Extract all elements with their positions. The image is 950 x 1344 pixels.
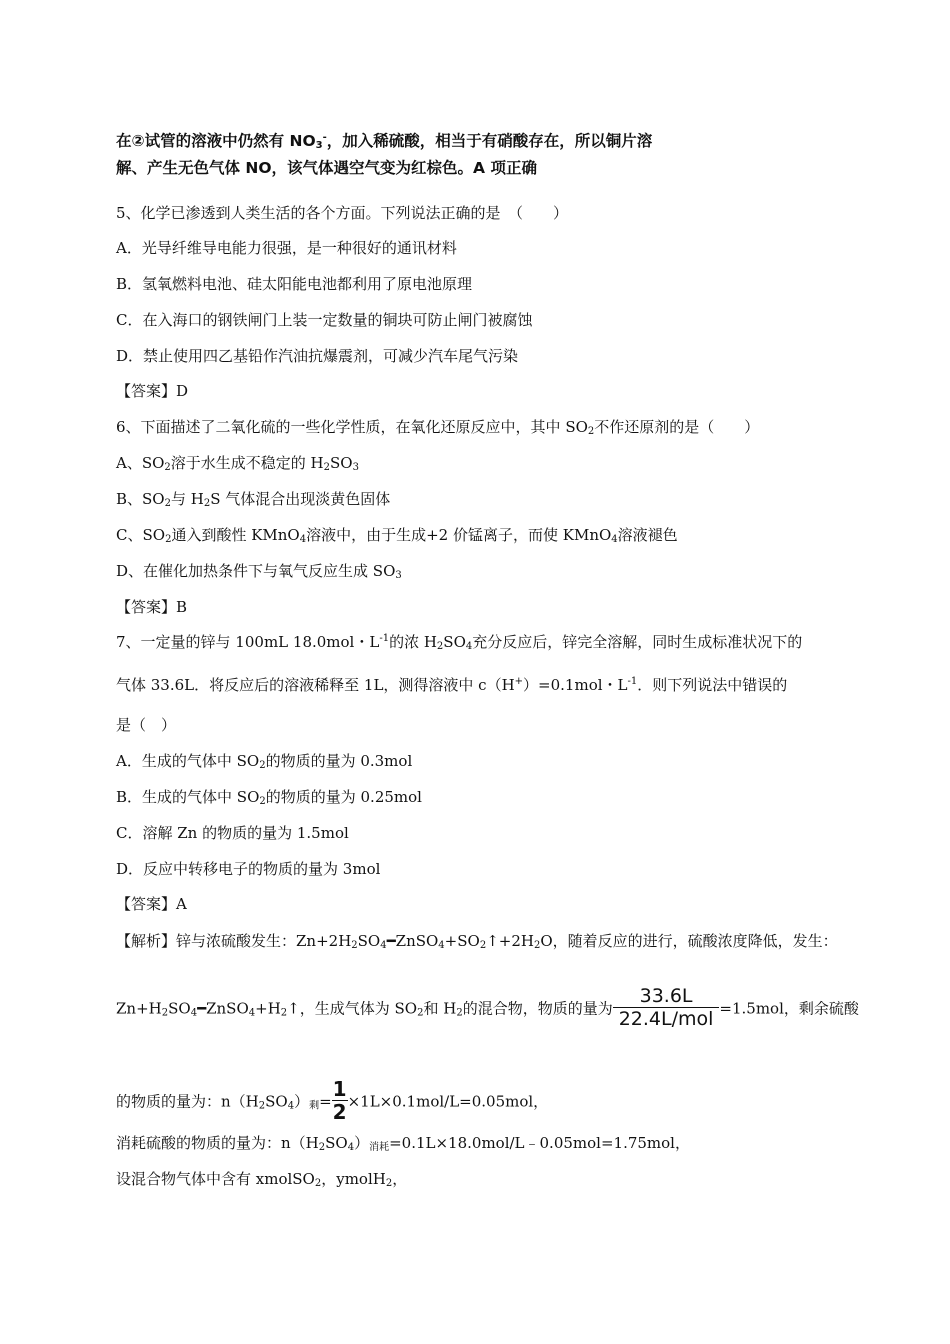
text: ，ymolH (321, 1170, 386, 1188)
text: ↑，生成气体为 SO (287, 999, 418, 1018)
text: 6、下面描述了二氧化硫的一些化学性质，在氧化还原反应中，其中 SO (116, 418, 588, 436)
text: 设混合物气体中含有 xmolSO (116, 1170, 315, 1188)
analysis-line-1 (116, 931, 838, 951)
subscript: 2 (280, 1007, 288, 1019)
text: 【解析】锌与浓硫酸发生：Zn+2H (116, 932, 352, 950)
text: ） (294, 1092, 310, 1111)
text: ZnSO (206, 999, 249, 1018)
subscript: 2 (587, 426, 595, 437)
subscript: 2 (161, 1007, 169, 1019)
fraction-numerator: 1 (332, 1077, 347, 1101)
q6-answer: 【答案】B (116, 598, 188, 616)
text: B．生成的气体中 SO (116, 788, 260, 806)
text: D、在催化加热条件下与氧气反应生成 SO (116, 562, 396, 580)
subscript: 4 (190, 1007, 198, 1019)
fraction-half (332, 1078, 348, 1123)
text: ↑+2H (486, 932, 534, 950)
text: 与 H (170, 490, 204, 508)
subscript: 3 (315, 140, 323, 151)
superscript: + (514, 676, 524, 687)
analysis-line-5 (116, 1169, 407, 1189)
q6-stem (116, 417, 759, 437)
q7-answer: 【答案】A (116, 895, 187, 913)
q5-option-a: A．光导纤维导电能力很强，是一种很好的通讯材料 (116, 239, 457, 257)
q7-option-c: C．溶解 Zn 的物质的量为 1.5mol (116, 824, 349, 842)
subscript: 2 (314, 1178, 322, 1189)
text: 溶于水生成不稳定的 H (170, 454, 324, 472)
text: 在②试管的溶液中仍然有 NO (116, 132, 316, 150)
subscript: 2 (351, 940, 358, 951)
text: SO (168, 999, 191, 1018)
q7-option-b (116, 787, 422, 807)
text: ， (392, 1170, 408, 1188)
subscript: 2 (479, 940, 487, 951)
q7-stem-line-1 (116, 632, 802, 652)
text: 不作还原剂的是（ ） (594, 418, 760, 436)
text: ，加入稀硫酸，相当于有硝酸存在，所以铜片溶 (326, 132, 653, 150)
q7-stem-line-2 (116, 675, 787, 695)
subscript: 4 (299, 534, 307, 545)
subscript: 2 (164, 462, 171, 473)
q7-stem-line-3: 是（ ） (116, 716, 177, 734)
superscript: -1 (627, 676, 638, 687)
text: 的物质的量为 0.25mol (265, 788, 422, 806)
subscript: 2 (203, 498, 211, 509)
subscript: 4 (438, 940, 445, 951)
text: S 气体混合出现淡黄色固体 (210, 490, 391, 508)
subscript: 3 (395, 570, 402, 581)
q6-option-b (116, 489, 390, 509)
subscript: 剩 (309, 1100, 320, 1112)
subscript: 4 (248, 1007, 256, 1019)
fraction-numerator: 33.6L (613, 985, 720, 1008)
text: ．则下列说法中错误的 (637, 676, 788, 694)
text: 充分反应后，锌完全溶解，同时生成标准状况下的 (472, 633, 803, 651)
subscript: 4 (347, 1142, 355, 1153)
subscript: 2 (323, 462, 331, 473)
subscript: 2 (258, 1100, 266, 1112)
text: 的浓 H (389, 633, 437, 651)
subscript: 3 (352, 462, 359, 473)
subscript: 消耗 (369, 1142, 390, 1153)
fraction-denominator: 22.4L/mol (618, 1008, 714, 1030)
analysis-line-3 (116, 1077, 549, 1125)
subscript: 2 (456, 1007, 463, 1019)
q5-answer: 【答案】D (116, 382, 189, 400)
subscript: 2 (164, 498, 171, 509)
subscript: 2 (417, 1007, 424, 1019)
subscript: 4 (380, 940, 387, 951)
text: C、SO (116, 526, 166, 544)
text: ZnSO (395, 932, 439, 950)
text: B、SO (116, 490, 165, 508)
subscript: 2 (385, 1178, 393, 1189)
text: SO (265, 1092, 288, 1111)
text: =1.5mol，剩余硫酸 (719, 999, 859, 1018)
fraction-moles (613, 985, 720, 1030)
subscript: 2 (318, 1142, 326, 1153)
q5-option-b: B．氢氧燃料电池、硅太阳能电池都利用了原电池原理 (116, 275, 473, 293)
text: SO (330, 454, 353, 472)
q7-option-d: D．反应中转移电子的物质的量为 3mol (116, 860, 381, 878)
fraction-denominator: 2 (332, 1100, 347, 1124)
q6-option-a (116, 453, 359, 473)
intro-line-1 (116, 131, 652, 151)
text: 消耗硫酸的物质的量为：n（H (116, 1134, 319, 1152)
subscript: 2 (436, 641, 444, 652)
text: SO (443, 633, 466, 651)
text: ） (354, 1134, 370, 1152)
equals-sign: ━ (197, 999, 207, 1018)
text: ×1L×0.1mol/L=0.05mol， (347, 1092, 549, 1111)
text: SO (325, 1134, 348, 1152)
subscript: 4 (611, 534, 618, 545)
analysis-line-4 (116, 1133, 690, 1153)
subscript: 2 (533, 940, 541, 951)
text: = (319, 1092, 332, 1111)
text: =0.1L×18.0mol/L﹣0.05mol=1.75mol， (389, 1134, 690, 1152)
text: 通入到酸性 KMnO (171, 526, 300, 544)
subscript: 2 (259, 796, 266, 807)
q7-option-a (116, 751, 412, 771)
subscript: 2 (259, 760, 266, 771)
text: 气体 33.6L．将反应后的溶液稀释至 1L，测得溶液中 c（H (116, 676, 515, 694)
equals-sign: ━ (386, 932, 396, 950)
text: O，随着反应的进行，硫酸浓度降低，发生： (540, 932, 838, 950)
intro-line-2: 解、产生无色气体 NO，该气体遇空气变为红棕色。A 项正确 (116, 159, 537, 177)
text: SO (357, 932, 381, 950)
text: A．生成的气体中 SO (116, 752, 260, 770)
q5-option-d: D．禁止使用四乙基铅作汽油抗爆震剂，可减少汽车尾气污染 (116, 347, 519, 365)
superscript: -1 (379, 633, 390, 644)
analysis-line-2 (116, 987, 859, 1032)
q6-option-d (116, 561, 402, 581)
text: +H (255, 999, 281, 1018)
subscript: 2 (165, 534, 172, 545)
text: +SO (444, 932, 480, 950)
text: 溶液褪色 (617, 526, 678, 544)
text: 和 H (423, 999, 457, 1018)
text: Zn+H (116, 999, 162, 1018)
text: A、SO (116, 454, 165, 472)
q5-option-c: C．在入海口的钢铁闸门上装一定数量的铜块可防止闸门被腐蚀 (116, 311, 533, 329)
q5-stem: 5、化学已渗透到人类生活的各个方面。下列说法正确的是 （ ） (116, 204, 569, 222)
text: ）=0.1mol・L (523, 676, 628, 694)
text: 的物质的量为：n（H (116, 1092, 259, 1111)
text: 的混合物，物质的量为 (462, 999, 613, 1018)
superscript: - (322, 132, 327, 143)
text: 溶液中，由于生成+2 价锰离子，而使 KMnO (306, 526, 612, 544)
text: 的物质的量为 0.3mol (265, 752, 413, 770)
subscript: 4 (465, 641, 473, 652)
text: 7、一定量的锌与 100mL 18.0mol・L (116, 633, 380, 651)
subscript: 4 (287, 1100, 295, 1112)
q6-option-c (116, 525, 678, 545)
